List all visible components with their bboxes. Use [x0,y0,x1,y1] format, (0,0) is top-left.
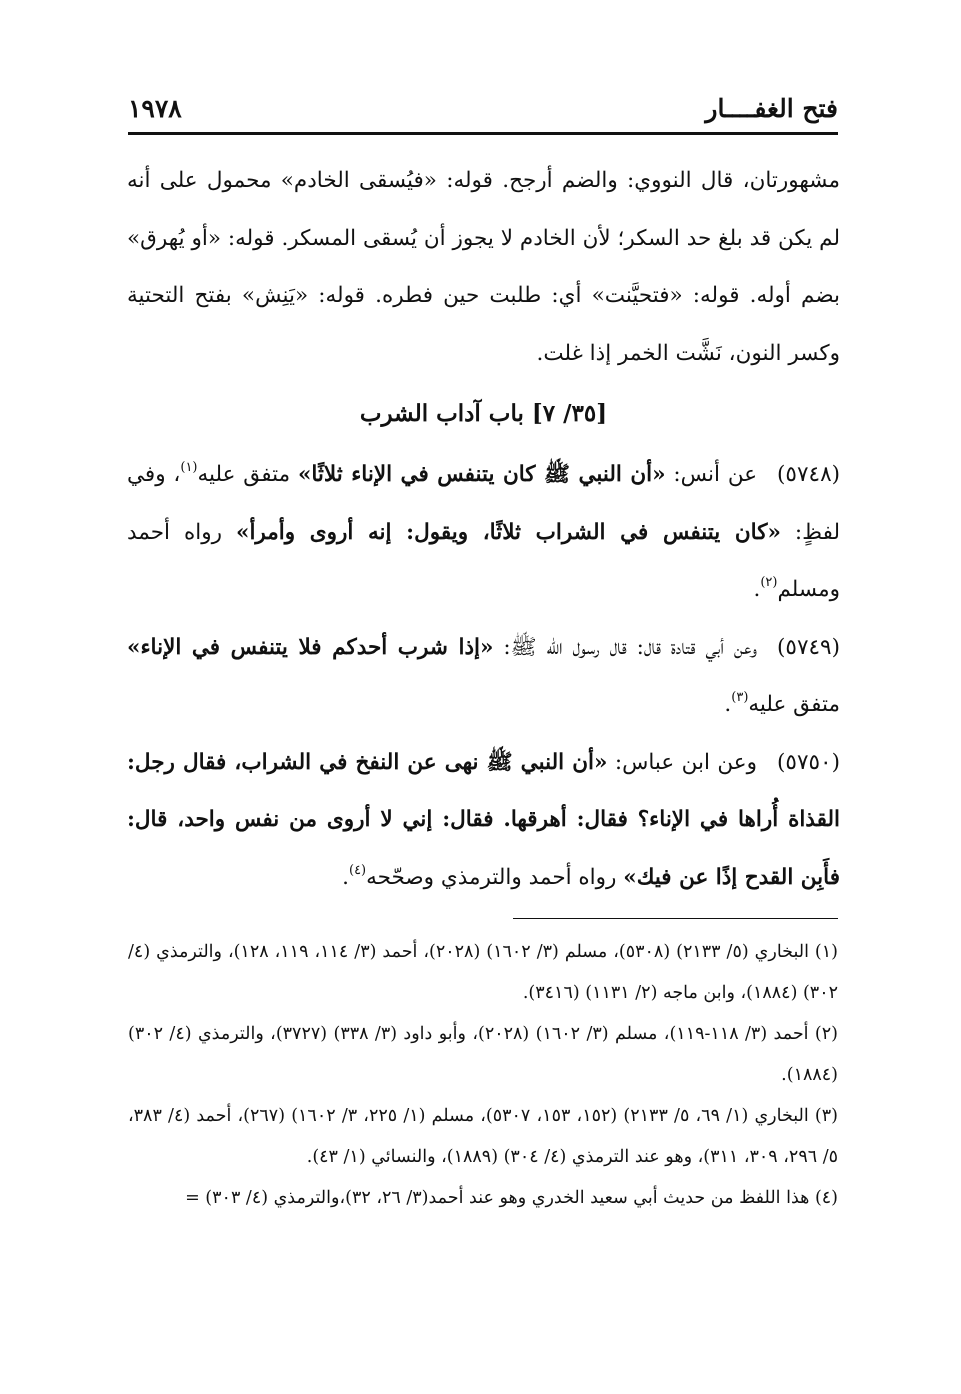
footnote-number: (٤) [814,1188,838,1208]
hadith-text: متفق عليه [748,692,840,717]
hadith-text: عن أنس: [665,462,758,487]
footnote-ref[interactable]: (٣) [731,690,749,705]
footnote-ref[interactable]: (٤) [348,862,367,878]
hadith-5750 [127,734,840,907]
footnote-ref[interactable]: (٢) [760,575,778,590]
hadith-quote: «إذا شرب أحدكم فلا يتنفس في الإناء» [127,634,494,660]
chapter-heading: [٣٥/ ٧] باب آداب الشرب [359,400,608,427]
footnote-text: البخاري (١/ ٦٩، ٥/ ٢١٣٣) (١٥٢، ١٥٣، ٥٣٠٧)، مسلم (١/ ٢٢٥، ٣/ ١٦٠٢) (٢٦٧)، أحمد (٤/ ٣٨٣، ٥/ ٢٩٦، ٣٠٩، ٣١١)، وهو عند الترمذي (٤/ ٣٠٤) (١٨٨٩)، والنسائي (١/ ٤٣). [128,1106,838,1167]
hadith-text: . [342,864,349,890]
hadith-quote: «أن النبي ﷺ نهى عن النفخ في الشراب، فقال رجل: القذاة أُراها في الإناء؟ فقال: أهرقها. فقال: إني لا أروى من نفس واحد، قال: فأَبِن القدح إذًا عن فيك» [127,749,840,890]
hadith-text: رواه أحمد والترمذي وصحّحه [366,864,624,890]
footnote-1 [128,932,838,1014]
header-rule [128,132,838,135]
footnote-text: البخاري (٥/ ٢١٣٣) (٥٣٠٨)، مسلم (٣/ ١٦٠٢) (٢٠٢٨)، أحمد (٣/ ١١٤، ١١٩، ١٢٨)، والترمذي (٤/ ٣٠٢) (١٨٨٤)، وابن ماجه (٢/ ١١٣١) (٣٤١٦). [128,942,838,1003]
hadith-number: (٥٧٤٩) [777,634,840,660]
hadith-text: رواه أحمد ومسلم [127,519,840,602]
footnote-ref[interactable]: (١) [180,460,198,475]
intro-paragraph: مشهورتان، قال النووي: والضم أرجح. قوله: «فيُسقى الخادم» محمول على أنه لم يكن قد بلغ حد السكر؛ لأن الخادم لا يجوز أن يُسقى المسكر. قوله: «أو يُهرق» بضم أوله. قوله: «فتحيَّنت» أي: طلبت حين فطره. قوله: «يَنِش» بفتح التحتية وكسر النون، نَشَّت الخمر إذا غلت. [127,168,840,366]
footnote-number: (١) [814,942,838,962]
hadith-5749 [127,619,840,734]
hadith-number: (٥٧٤٨) [777,462,841,487]
hadith-text: . [724,692,732,717]
hadith-quote: «أن النبي ﷺ كان يتنفس في الإناء ثلاثًا» [297,462,666,487]
hadith-5748 [127,446,840,619]
hadith-quote: «كان يتنفس في الشراب ثلاثًا، ويقول: إنه أروى وأمرأ» [236,519,781,545]
page-header [128,92,838,132]
hadith-text: متفق عليه [197,462,298,487]
hadith-text: . [753,577,761,602]
footnote-number: (٣) [814,1106,838,1126]
footnote-3 [128,1096,838,1178]
footnote-separator [513,918,838,919]
page-number: ١٩٧٨ [128,94,182,123]
footnote-text: هذا اللفظ من حديث أبي سعيد الخدري وهو عند أحمد(٣/ ٢٦، ٣٢)،والترمذي (٤/ ٣٠٣) = [185,1188,810,1208]
running-title: فتح الغفــــار [705,94,838,123]
footnote-2 [128,1014,838,1096]
hadith-text: وعن أبي قتادة قال: قال رسول الله ﷺ: [493,634,758,660]
footnote-4 [128,1178,838,1219]
footnotes [128,932,838,1219]
main-text [127,152,840,906]
hadith-text: ، وفي لفظٍ: [127,462,840,545]
hadith-text: وعن ابن عباس: [607,749,758,775]
footnote-number: (٢) [814,1024,838,1044]
footnote-text: أحمد (٣/ ١١٨-١١٩)، مسلم (٣/ ١٦٠٢) (٢٠٢٨)، وأبو داود (٣/ ٣٣٨) (٣٧٢٧)، والترمذي (٤/ ٣٠٢) (١٨٨٤). [128,1024,838,1085]
hadith-number: (٥٧٥٠) [777,749,840,775]
